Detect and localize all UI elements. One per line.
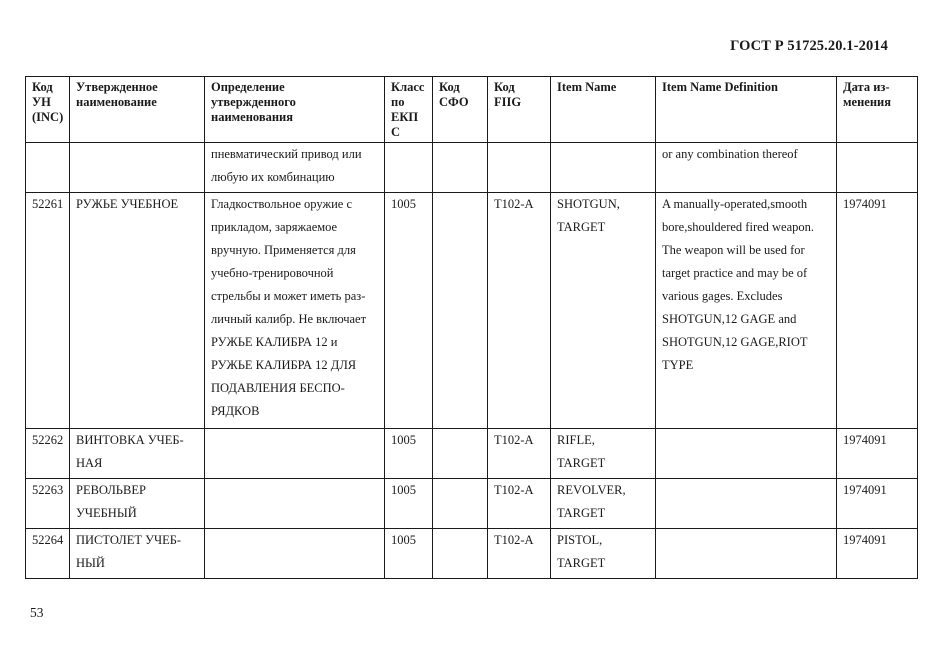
column-header-item-name: Item Name [551,77,656,143]
cell-class: 1005 [385,429,433,479]
cell-fiig: T102-A [488,429,551,479]
cell-date: 1974091 [837,193,918,429]
cell-code: 52261 [26,193,70,429]
cell-class: 1005 [385,479,433,529]
cell-name: ВИНТОВКА УЧЕБ- НАЯ [70,429,205,479]
cell-definition [205,479,385,529]
table-row [26,479,918,529]
cell-name: ПИСТОЛЕТ УЧЕБ- НЫЙ [70,529,205,579]
cell-sfo [433,479,488,529]
cell-fiig: T102-A [488,479,551,529]
cell-date: 1974091 [837,529,918,579]
cell-item-definition [656,529,837,579]
cell-item-definition [656,479,837,529]
cell-definition: пневматический привод или любую их комбинацию [205,143,385,193]
cell-fiig: T102-A [488,193,551,429]
cell-definition [205,529,385,579]
column-header-fiig: Код FIIG [488,77,551,143]
cell-item-name: SHOTGUN, TARGET [551,193,656,429]
cell-code: 52264 [26,529,70,579]
column-header-approved-name: Утвержденное наименование [70,77,205,143]
table-header-row [26,77,918,143]
cell-definition: Гладкоствольное оружие с прикладом, заряжаемое вручную. Применяется для учебно-тренировочной стрельбы и может иметь раз- личный калибр. Не включает РУЖЬЕ КАЛИБРА 12 и РУЖЬЕ КАЛИБРА 12 ДЛЯ ПОДАВЛЕНИЯ БЕСПО- РЯДКОВ [205,193,385,429]
cell-item-definition [656,429,837,479]
cell-sfo [433,429,488,479]
column-header-class: Класс по ЕКП С [385,77,433,143]
cell-item-definition: or any combination thereof [656,143,837,193]
table-row [26,529,918,579]
cell-class [385,143,433,193]
column-header-definition: Определение утвержденного наименования [205,77,385,143]
cell-name: РЕВОЛЬВЕР УЧЕБНЫЙ [70,479,205,529]
cell-item-name: PISTOL, TARGET [551,529,656,579]
cell-date: 1974091 [837,479,918,529]
page-number: 53 [30,605,44,620]
column-header-item-definition: Item Name Definition [656,77,837,143]
cell-item-name: RIFLE, TARGET [551,429,656,479]
catalog-table [25,76,918,579]
cell-definition [205,429,385,479]
cell-fiig [488,143,551,193]
column-header-inc: Код УН (INC) [26,77,70,143]
cell-name: РУЖЬЕ УЧЕБНОЕ [70,193,205,429]
column-header-sfo: Код СФО [433,77,488,143]
cell-item-definition: A manually-operated,smooth bore,shouldered fired weapon. The weapon will be used for target practice and may be of various gages. Excludes SHOTGUN,12 GAGE and SHOTGUN,12 GAGE,RIOT TYPE [656,193,837,429]
cell-name [70,143,205,193]
table-row [26,143,918,193]
cell-sfo [433,529,488,579]
cell-sfo [433,143,488,193]
cell-sfo [433,193,488,429]
cell-fiig: T102-A [488,529,551,579]
cell-code: 52262 [26,429,70,479]
document-code: ГОСТ Р 51725.20.1-2014 [730,38,888,54]
cell-date: 1974091 [837,429,918,479]
cell-class: 1005 [385,529,433,579]
cell-item-name: REVOLVER, TARGET [551,479,656,529]
cell-code: 52263 [26,479,70,529]
cell-code [26,143,70,193]
cell-item-name [551,143,656,193]
cell-date [837,143,918,193]
table-row [26,193,918,429]
column-header-change-date: Дата из- менения [837,77,918,143]
table-row [26,429,918,479]
cell-class: 1005 [385,193,433,429]
